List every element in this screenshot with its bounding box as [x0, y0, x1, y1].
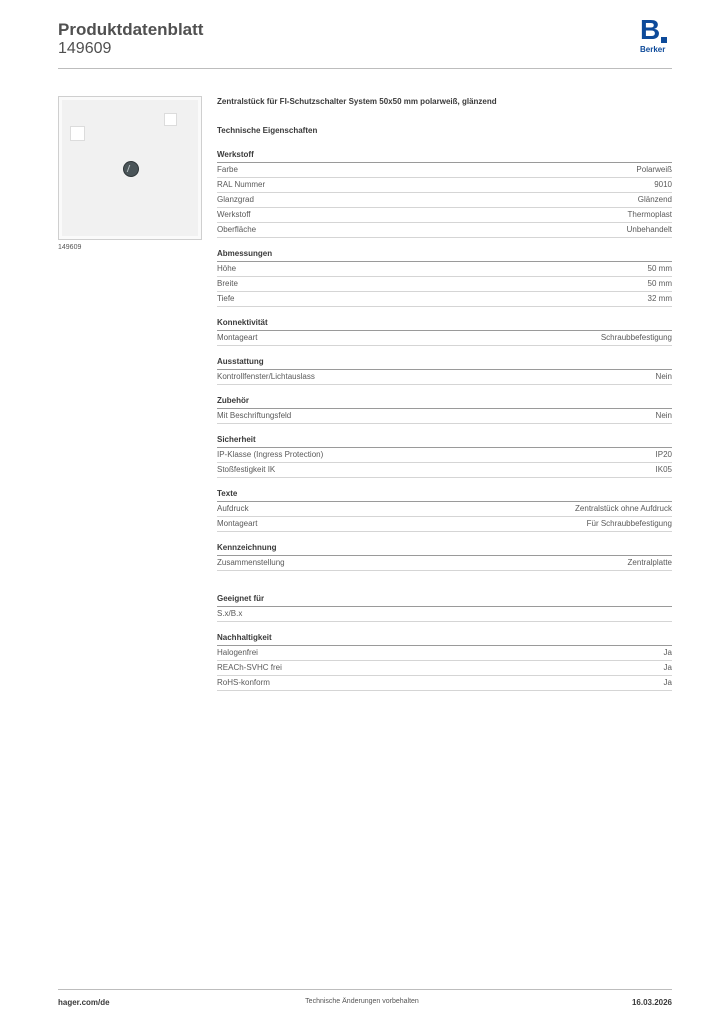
section-title: Sicherheit [217, 434, 672, 448]
product-code: 149609 [58, 40, 112, 57]
section-title: Zubehör [217, 395, 672, 409]
document-header [58, 20, 203, 58]
spec-label: Mit Beschriftungsfeld [217, 411, 292, 420]
suitable-section [217, 593, 672, 622]
spec-value: Zentralplatte [627, 558, 672, 567]
spec-label: REACh-SVHC frei [217, 663, 282, 672]
spec-row [217, 331, 672, 346]
spec-row [217, 193, 672, 208]
logo-brand: Berker [640, 45, 666, 54]
spec-value: Für Schraubbefestigung [586, 519, 672, 528]
spec-label: Werkstoff [217, 210, 251, 219]
spec-value: 50 mm [647, 264, 672, 273]
spec-label: Oberfläche [217, 225, 257, 234]
spec-row [217, 517, 672, 532]
spec-row [217, 463, 672, 478]
spec-label: Glanzgrad [217, 195, 254, 204]
spec-row [217, 223, 672, 238]
spec-label: Zusammenstellung [217, 558, 285, 567]
spec-row [217, 262, 672, 277]
header-divider [58, 68, 672, 69]
tech-heading: Technische Eigenschaften [217, 126, 318, 135]
spec-row [217, 448, 672, 463]
clip-right [164, 113, 177, 126]
spec-row [217, 502, 672, 517]
spec-section [217, 248, 672, 307]
image-caption: 149609 [58, 244, 82, 251]
berker-logo [640, 16, 674, 54]
footer-divider [58, 989, 672, 990]
section-title: Nachhaltigkeit [217, 632, 672, 646]
spec-value: Polarweiß [636, 165, 672, 174]
spec-label: RoHS-konform [217, 678, 270, 687]
spec-section [217, 317, 672, 346]
spec-content [217, 96, 672, 701]
spec-section [217, 488, 672, 532]
spec-row [217, 208, 672, 223]
section-title: Kennzeichnung [217, 542, 672, 556]
logo-letter: B [640, 14, 661, 45]
spec-row [217, 661, 672, 676]
footer-date: 16.03.2026 [631, 998, 672, 1007]
center-knob-icon [123, 161, 139, 177]
document-title: Produktdatenblatt [58, 20, 204, 39]
product-title: Zentralstück für FI-Schutzschalter System 50x50 mm polarweiß, glänzend [217, 97, 497, 106]
spec-section [217, 149, 672, 238]
spec-value: Schraubbefestigung [600, 333, 672, 342]
logo-dot [661, 37, 667, 43]
spec-label: Halogenfrei [217, 648, 258, 657]
spec-label: Montageart [217, 519, 258, 528]
footer-note: Technische Änderungen vorbehalten [305, 998, 419, 1005]
spec-value: 32 mm [647, 294, 672, 303]
spec-sections [217, 149, 672, 571]
spec-row [217, 409, 672, 424]
spec-value: 50 mm [647, 279, 672, 288]
spec-value: Zentralstück ohne Aufdruck [575, 504, 672, 513]
spec-value: 9010 [654, 180, 672, 189]
footer-website: hager.com/de [58, 998, 110, 1007]
clip-left [70, 126, 85, 141]
spec-label: S.x/B.x [217, 609, 243, 618]
section-spacer [217, 581, 672, 593]
spec-label: Breite [217, 279, 238, 288]
product-image [58, 96, 202, 240]
spec-value: Ja [663, 678, 672, 687]
spec-section [217, 395, 672, 424]
spec-value: Ja [663, 663, 672, 672]
spec-row [217, 607, 672, 622]
spec-label: Kontrollfenster/Lichtauslass [217, 372, 315, 381]
spec-row [217, 646, 672, 661]
spec-row [217, 163, 672, 178]
section-title: Konnektivität [217, 317, 672, 331]
spec-label: RAL Nummer [217, 180, 266, 189]
spec-row [217, 277, 672, 292]
spec-row [217, 556, 672, 571]
spec-value: Nein [655, 411, 672, 420]
spec-section [217, 356, 672, 385]
spec-value: Thermoplast [627, 210, 672, 219]
section-title: Geeignet für [217, 593, 672, 607]
spec-value: Ja [663, 648, 672, 657]
spec-label: IP-Klasse (Ingress Protection) [217, 450, 324, 459]
sustainability-section [217, 632, 672, 691]
spec-label: Höhe [217, 264, 237, 273]
spec-value: Nein [655, 372, 672, 381]
spec-section [217, 434, 672, 478]
spec-row [217, 292, 672, 307]
section-title: Ausstattung [217, 356, 672, 370]
spec-row [217, 178, 672, 193]
spec-label: Farbe [217, 165, 238, 174]
spec-value: IK05 [655, 465, 672, 474]
spec-value: IP20 [655, 450, 672, 459]
cover-plate [62, 100, 198, 236]
section-title: Werkstoff [217, 149, 672, 163]
spec-label: Tiefe [217, 294, 235, 303]
spec-section [217, 593, 672, 622]
spec-row [217, 676, 672, 691]
spec-label: Aufdruck [217, 504, 249, 513]
spec-section [217, 632, 672, 691]
spec-value: Glänzend [637, 195, 672, 204]
spec-row [217, 370, 672, 385]
spec-section [217, 542, 672, 571]
spec-value: Unbehandelt [626, 225, 672, 234]
section-title: Abmessungen [217, 248, 672, 262]
spec-label: Montageart [217, 333, 258, 342]
section-title: Texte [217, 488, 672, 502]
spec-label: Stoßfestigkeit IK [217, 465, 276, 474]
